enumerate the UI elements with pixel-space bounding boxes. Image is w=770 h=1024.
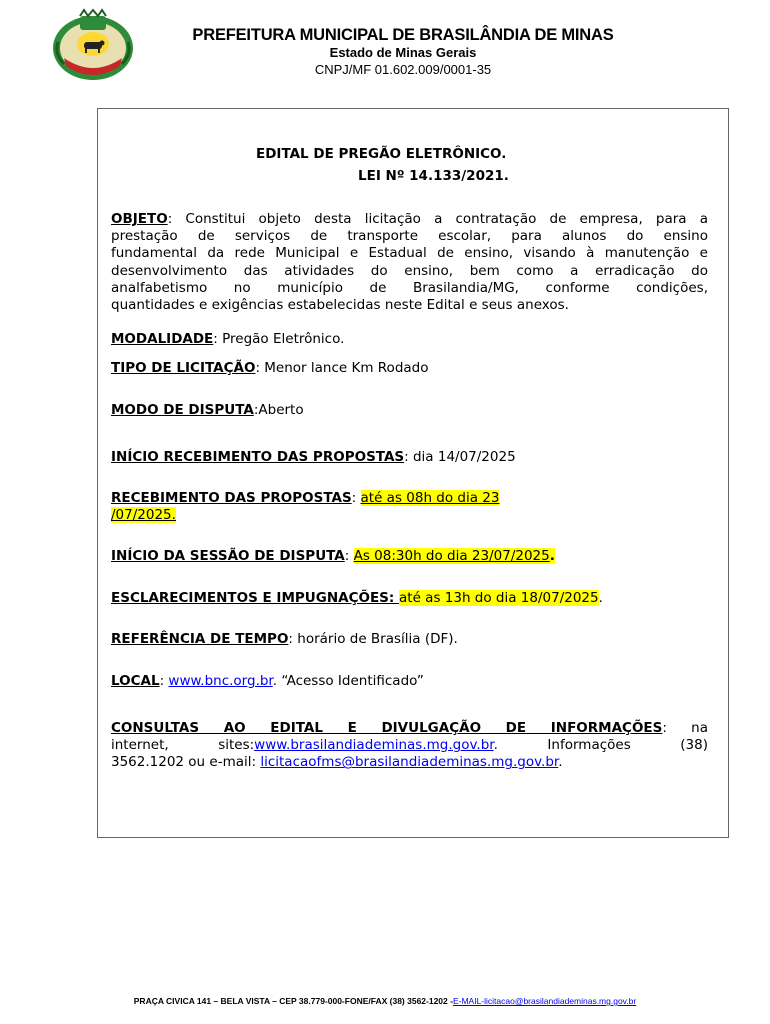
municipal-crest-icon bbox=[50, 8, 136, 82]
modalidade-line bbox=[111, 331, 708, 348]
consultas-line: 3562.1202 ou e-mail: licitacaofms@brasilandiademinas.mg.gov.br. bbox=[111, 754, 563, 771]
recebimento-value-cont: /07/2025. bbox=[111, 507, 176, 524]
objeto-label: OBJETO bbox=[111, 211, 168, 227]
footer-email-link[interactable]: E-MAIL-licitacao@brasilandiademinas.mg.gov.br bbox=[452, 996, 637, 1006]
cnpj-line: CNPJ/MF 01.602.009/0001-35 bbox=[314, 62, 492, 77]
consultas-section bbox=[111, 720, 708, 772]
municipal-site-link[interactable]: www.brasilandiademinas.mg.gov.br bbox=[254, 737, 494, 754]
email-link[interactable]: licitacaofms@brasilandiademinas.mg.gov.br bbox=[260, 754, 559, 771]
sessao-disputa-line: INÍCIO DA SESSÃO DE DISPUTA: As 08:30h do dia 23/07/2025. bbox=[111, 548, 555, 564]
tipo-label: TIPO DE LICITAÇÃO bbox=[111, 360, 256, 376]
sessao-value: As 08:30h do dia 23/07/2025 bbox=[353, 548, 550, 564]
footer-address: PRAÇA CIVICA 141 – BELA VISTA – CEP 38.779-000-FONE/FAX (38) 3562-1202 - bbox=[133, 996, 453, 1006]
page-header bbox=[0, 0, 770, 90]
objeto-line: analfabetismo no município de Brasilandia/MG, conforme condições, bbox=[111, 279, 708, 296]
page-footer bbox=[0, 996, 770, 1006]
recebimento-value: até as 08h do dia 23 bbox=[360, 490, 500, 506]
referencia-tempo-line bbox=[111, 631, 708, 648]
esclarecimentos-line: ESCLARECIMENTOS E IMPUGNAÇÕES: até as 13h do dia 18/07/2025. bbox=[111, 590, 603, 606]
referencia-label: REFERÊNCIA DE TEMPO bbox=[111, 631, 289, 647]
local-line: LOCAL: www.bnc.org.br. “Acesso Identificado” bbox=[111, 673, 424, 689]
tipo-value: : Menor lance Km Rodado bbox=[255, 360, 429, 376]
consultas-line: CONSULTAS AO EDITAL E DIVULGAÇÃO DE INFORMAÇÕES: na bbox=[111, 720, 709, 736]
objeto-section bbox=[111, 211, 708, 314]
modo-disputa-line bbox=[111, 402, 708, 419]
objeto-line: desenvolvimento das atividades do ensino, bem como a erradicação do bbox=[111, 262, 708, 279]
tipo-licitacao-line bbox=[111, 360, 708, 377]
referencia-value: : horário de Brasília (DF). bbox=[288, 631, 458, 647]
objeto-line: fundamental da rede Municipal e Estadual de ensino, visando à manutenção e bbox=[111, 245, 708, 262]
consultas-line: internet, sites:www.brasilandiademinas.mg.gov.br. Informações (38) bbox=[111, 737, 708, 754]
local-label: LOCAL bbox=[111, 673, 160, 689]
objeto-line: prestação de serviços de transporte escolar, para alunos do ensino bbox=[111, 228, 708, 245]
edital-title: EDITAL DE PREGÃO ELETRÔNICO. bbox=[256, 146, 507, 162]
modo-value: :Aberto bbox=[253, 402, 304, 418]
local-value: . “Acesso Identificado” bbox=[272, 673, 424, 689]
state-subtitle: Estado de Minas Gerais bbox=[329, 45, 477, 60]
bnc-link[interactable]: www.bnc.org.br bbox=[168, 673, 273, 689]
recebimento-line: RECEBIMENTO DAS PROPOSTAS: até as 08h do dia 23 /07/2025. bbox=[111, 490, 500, 524]
recebimento-label: RECEBIMENTO DAS PROPOSTAS bbox=[111, 490, 352, 506]
modo-label: MODO DE DISPUTA bbox=[111, 402, 254, 418]
objeto-line: quantidades e exigências estabelecidas neste Edital e seus anexos. bbox=[111, 297, 569, 314]
objeto-line: OBJETO: Constitui objeto desta licitação a contratação de empresa, para a bbox=[111, 211, 708, 227]
consultas-label: CONSULTAS AO EDITAL E DIVULGAÇÃO DE INFORMAÇÕES bbox=[111, 720, 663, 736]
law-reference: LEI Nº 14.133/2021. bbox=[358, 168, 509, 184]
inicio-recebimento-value: : dia 14/07/2025 bbox=[404, 449, 516, 465]
sessao-label: INÍCIO DA SESSÃO DE DISPUTA bbox=[111, 548, 345, 564]
inicio-recebimento-label: INÍCIO RECEBIMENTO DAS PROPOSTAS bbox=[111, 449, 405, 465]
municipality-title: PREFEITURA MUNICIPAL DE BRASILÂNDIA DE MINAS bbox=[192, 26, 614, 44]
esclarecimentos-value: até as 13h do dia 18/07/2025 bbox=[399, 590, 599, 606]
modalidade-label: MODALIDADE bbox=[111, 331, 214, 347]
inicio-recebimento-line bbox=[111, 449, 708, 466]
esclarecimentos-label: ESCLARECIMENTOS E IMPUGNAÇÕES: bbox=[111, 590, 400, 606]
modalidade-value: : Pregão Eletrônico. bbox=[213, 331, 345, 347]
